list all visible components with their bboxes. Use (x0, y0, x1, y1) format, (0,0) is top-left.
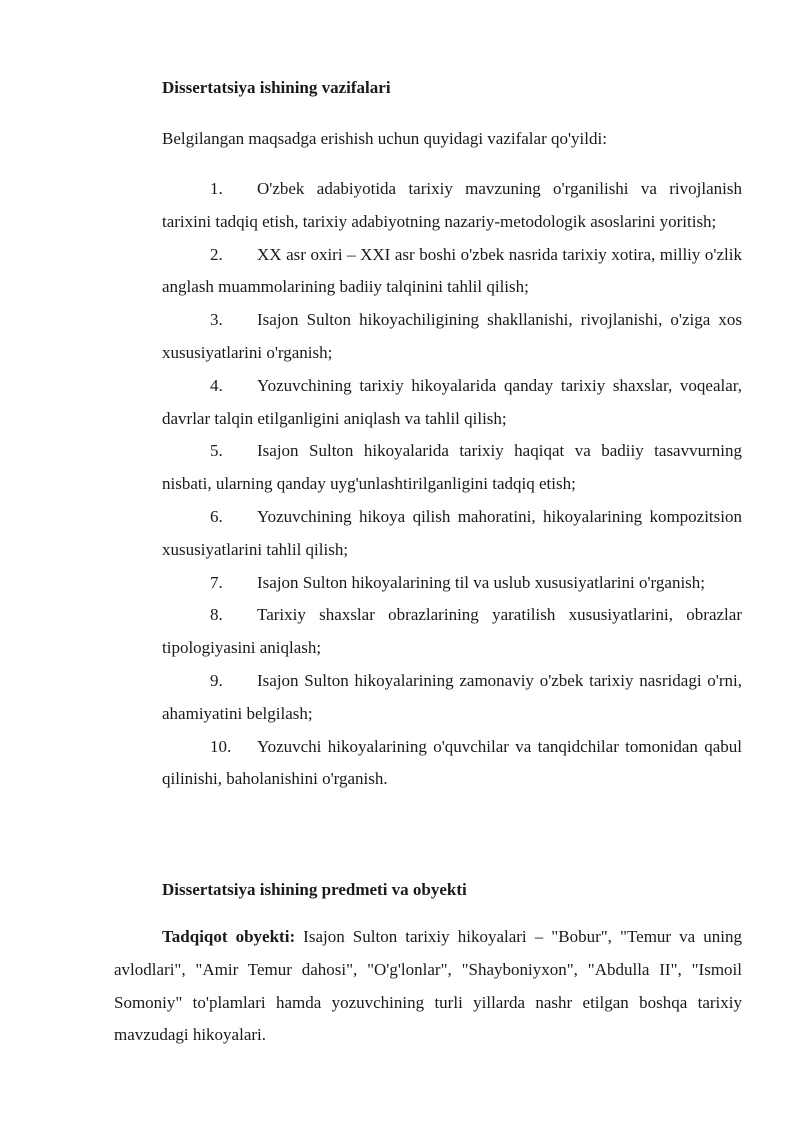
task-number: 1. (210, 179, 223, 198)
task-number: 7. (210, 572, 223, 592)
task-item (162, 731, 742, 797)
task-text: Yozuvchining hikoya qilish mahoratini, hikoyalarining kompozitsion xususiyatlarini tahlil qilish; (162, 506, 742, 559)
research-object-text: Isajon Sulton tarixiy hikoyalari – "Bobur", "Temur va uning avlodlari", "Amir Temur dahosi", "O'g'lonlar", "Shayboniyxon", "Abdulla II", "Ismoil Somoniy" to'plamlari hamda yozuvchining turli yillarda nashr etilgan boshqa tarixiy mavzudagi hikoyalari. (114, 927, 742, 1045)
task-text: O'zbek adabiyotida tarixiy mavzuning o'rganilishi va rivojlanish tarixini tadqiq etish, tarixiy adabiyotning nazariy-metodologik asoslarini yoritish; (162, 179, 742, 231)
task-text: Isajon Sulton hikoyalarining zamonaviy o'zbek tarixiy nasridagi o'rni, ahamiyatini belgilash; (162, 670, 742, 723)
task-item (162, 304, 742, 370)
task-item (162, 665, 742, 731)
task-list (162, 173, 742, 796)
task-item (162, 173, 742, 239)
section-heading-tasks: Dissertatsiya ishining vazifalari (162, 78, 391, 97)
task-number: 6. (210, 506, 223, 526)
task-text: Yozuvchi hikoyalarining o'quvchilar va tanqidchilar tomonidan qabul qilinishi, baholanishini o'rganish. (162, 736, 742, 789)
task-number: 8. (210, 605, 223, 625)
task-text: Isajon Sulton hikoyalarining til va uslub xususiyatlarini o'rganish; (257, 572, 706, 592)
task-number: 5. (210, 441, 223, 461)
research-object-label: Tadqiqot obyekti: (162, 927, 296, 946)
task-item (162, 599, 742, 665)
research-object-paragraph (114, 921, 742, 1052)
task-item (162, 239, 742, 305)
task-text: Tarixiy shaxslar obrazlarining yaratilish xususiyatlarini, obrazlar tipologiyasini aniqlash; (162, 605, 742, 658)
intro-paragraph: Belgilangan maqsadga erishish uchun quyidagi vazifalar qo'yildi: (162, 129, 607, 148)
task-number: 3. (210, 310, 223, 330)
task-text: Isajon Sulton hikoyachiligining shakllanishi, rivojlanishi, o'ziga xos xususiyatlarini o'rganish; (162, 310, 742, 362)
task-item (162, 435, 742, 501)
task-number: 9. (210, 670, 223, 690)
task-text: XX asr oxiri – XXI asr boshi o'zbek nasrida tarixiy xotira, milliy o'zlik anglash muammolarining badiiy talqinini tahlil qilish; (162, 244, 742, 297)
task-number: 4. (210, 375, 223, 395)
task-item (162, 501, 742, 567)
task-number: 2. (210, 244, 223, 264)
task-number: 10. (210, 736, 232, 756)
task-item (162, 567, 742, 600)
task-item (162, 370, 742, 436)
section-heading-subject-object: Dissertatsiya ishining predmeti va obyekti (162, 880, 467, 899)
task-text: Yozuvchining tarixiy hikoyalarida qanday tarixiy shaxslar, voqealar, davrlar talqin etilganligini aniqlash va tahlil qilish; (162, 375, 742, 428)
task-text: Isajon Sulton hikoyalarida tarixiy haqiqat va badiiy tasavvurning nisbati, ularning qanday uyg'unlashtirilganligini tadqiq etish; (162, 441, 742, 494)
